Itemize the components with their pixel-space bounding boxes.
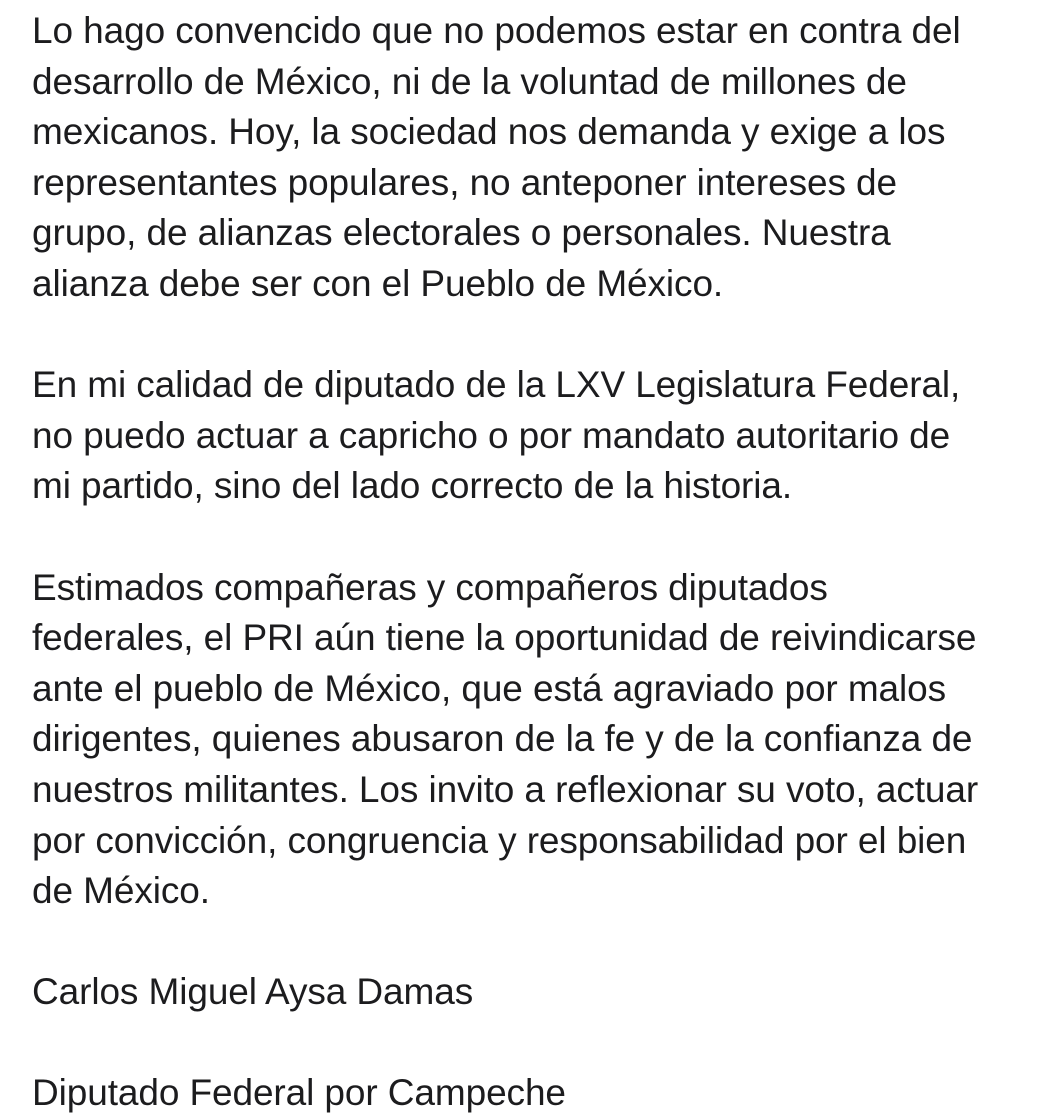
text-line: dirigentes, quienes abusaron de la fe y de la confianza de xyxy=(32,718,973,760)
text-line: de México. xyxy=(32,870,210,912)
text-line: En mi calidad de diputado de la LXV Legislatura Federal, xyxy=(32,364,961,406)
signature-name xyxy=(32,967,1042,1018)
text-line: por convicción, congruencia y responsabilidad por el bien xyxy=(32,819,967,861)
text-line: representantes populares, no anteponer intereses de xyxy=(32,161,897,203)
paragraph-spacer xyxy=(32,310,1042,361)
paragraph-intro xyxy=(32,6,1042,310)
text-line: Lo hago convencido que no podemos estar en contra del xyxy=(32,10,961,51)
statement-document xyxy=(32,6,1042,1119)
text-line: mi partido, sino del lado correcto de la historia. xyxy=(32,465,793,507)
text-line: alianza debe ser con el Pueblo de México. xyxy=(32,262,724,304)
text-line: Estimados compañeras y compañeros diputados xyxy=(32,566,828,608)
text-line: ante el pueblo de México, que está agraviado por malos xyxy=(32,667,947,709)
paragraph-role xyxy=(32,360,1042,512)
paragraph-appeal xyxy=(32,563,1042,917)
paragraph-spacer xyxy=(32,917,1042,968)
paragraph-spacer xyxy=(32,512,1042,563)
text-line: grupo, de alianzas electorales o personales. Nuestra xyxy=(32,212,891,254)
text-line: desarrollo de México, ni de la voluntad de millones de xyxy=(32,60,907,102)
text-line: federales, el PRI aún tiene la oportunidad de reivindicarse xyxy=(32,617,977,659)
signer-title: Diputado Federal por Campeche xyxy=(32,1072,566,1114)
text-line: nuestros militantes. Los invito a reflexionar su voto, actuar xyxy=(32,768,979,810)
signature-title xyxy=(32,1068,1042,1119)
paragraph-spacer xyxy=(32,1018,1042,1069)
signer-name: Carlos Miguel Aysa Damas xyxy=(32,971,474,1013)
text-line: mexicanos. Hoy, la sociedad nos demanda y exige a los xyxy=(32,111,946,153)
text-line: no puedo actuar a capricho o por mandato autoritario de xyxy=(32,414,951,456)
